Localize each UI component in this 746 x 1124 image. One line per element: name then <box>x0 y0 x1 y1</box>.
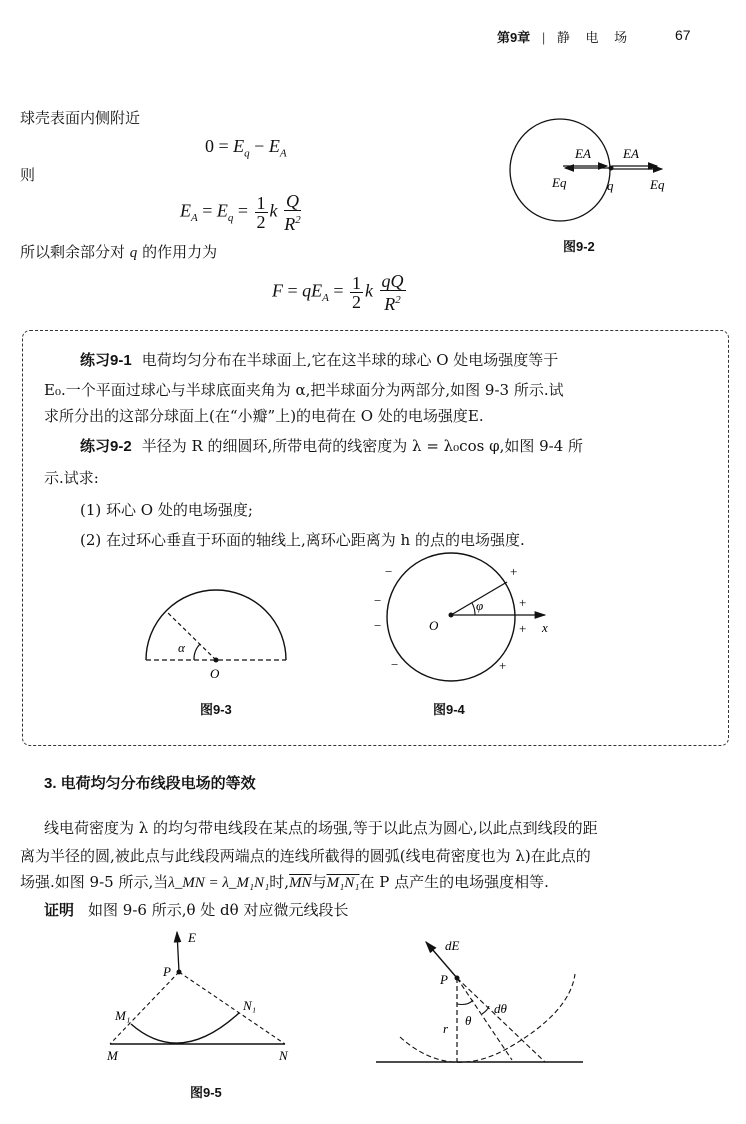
page-number: 67 <box>675 27 691 43</box>
label-o: O <box>429 618 439 633</box>
figure-9-4 <box>365 550 565 690</box>
denominator: 2 <box>352 292 362 312</box>
condition-expression: λ_MN = λ_M₁N₁ <box>168 875 270 891</box>
eq-sign: = <box>287 280 298 301</box>
numerator: qQ <box>381 271 404 291</box>
figure-9-5 <box>95 922 305 1062</box>
text-line: 则 <box>20 166 36 184</box>
eq-term: 0 <box>205 136 214 156</box>
label-x: x <box>542 620 548 635</box>
equation-3 <box>272 272 408 313</box>
field-arrow <box>177 932 179 972</box>
hemisphere-arc <box>146 590 286 660</box>
label-o: O <box>210 666 220 681</box>
label-dtheta: dθ <box>494 1001 507 1016</box>
numerator: Q <box>286 191 300 211</box>
label-p: P <box>440 972 448 987</box>
label-eq-in: Eq <box>552 175 567 190</box>
label-e: E <box>188 930 196 945</box>
text-line <box>20 242 217 263</box>
figure-9-6 <box>370 922 600 1072</box>
exercise-9-1 <box>80 350 558 371</box>
sphere-circle <box>510 119 610 221</box>
eq-term: E <box>268 136 280 156</box>
eq-sub: A <box>191 212 198 225</box>
proof-line <box>44 900 348 921</box>
eq-term: qE <box>302 280 323 301</box>
figure-9-3 <box>130 580 300 685</box>
eq-sign: = <box>333 280 344 301</box>
eq-term: E <box>180 200 191 221</box>
numerator: 1 <box>256 193 266 213</box>
text-line: 求所分出的这部分球面上(在“小瓣”上)的电荷在 O 处的电场强度E. <box>44 407 484 425</box>
label-ea-in: EA <box>575 146 591 161</box>
plus-sign: + <box>510 564 518 579</box>
point-p <box>455 976 460 981</box>
figure-caption: 图9-3 <box>200 702 232 717</box>
plus-sign: + <box>519 621 527 636</box>
label-eq-out: Eq <box>650 177 665 192</box>
eq-term: k <box>365 280 374 301</box>
label-m: M <box>107 1048 118 1062</box>
figure-caption: 图9-4 <box>433 702 465 717</box>
text: 电荷均匀分布在半球面上,它在这半球的球心 O 处电场强度等于 <box>141 351 559 369</box>
text: 如图 9-6 所示,θ 处 dθ 对应微元线段长 <box>88 901 349 919</box>
eq-sup: 2 <box>395 294 401 306</box>
plus-sign: + <box>519 595 527 610</box>
text-line: 球壳表面内侧附近 <box>20 109 141 127</box>
text-line: 线电荷密度为 λ 的均匀带电线段在某点的场强,等于以此点为圆心,以此点到线段的距 <box>44 819 598 837</box>
label-p: P <box>163 964 171 979</box>
question-2: (2) 在过环心垂直于环面的轴线上,离环心距离为 h 的点的电场强度. <box>80 531 525 549</box>
question-1: (1) 环心 O 处的电场强度; <box>80 501 253 519</box>
text-line <box>20 872 549 893</box>
den-term: R <box>284 214 296 234</box>
phi-arc <box>472 603 475 615</box>
label-de: dE <box>445 938 460 953</box>
denominator <box>284 211 301 233</box>
label-n1: N₁ <box>243 998 257 1013</box>
angle-arc <box>194 644 200 660</box>
var: q <box>129 245 138 261</box>
text: 场强.如图 9-5 所示,当 <box>20 873 169 891</box>
figure-caption: 图9-5 <box>190 1085 222 1100</box>
label-phi: φ <box>476 598 484 613</box>
center-point <box>449 613 454 618</box>
running-header <box>497 27 633 46</box>
label-q: q <box>607 178 614 193</box>
eq-sub: A <box>322 292 329 305</box>
denominator <box>380 291 406 313</box>
figure-9-2 <box>490 105 670 235</box>
eq-term: E <box>233 136 245 156</box>
equation-1 <box>205 136 287 160</box>
text: 半径为 R 的细圆环,所带电荷的线密度为 λ = λ₀cos φ,如图 9-4 所 <box>141 437 584 455</box>
label-theta: θ <box>465 1013 472 1028</box>
figure-caption: 图9-2 <box>563 239 595 254</box>
arc-m1n1: M₁N₁ <box>326 875 360 891</box>
text-line: 示.试求: <box>44 469 99 487</box>
label-r: r <box>443 1021 449 1036</box>
eq-sign: − <box>254 136 265 156</box>
eq-sub: q <box>244 147 250 160</box>
fraction <box>255 194 268 231</box>
minus-sign: − <box>385 564 393 579</box>
numerator: 1 <box>352 273 362 293</box>
line-pn <box>179 972 285 1044</box>
minus-sign: − <box>374 618 382 633</box>
eq-sign: = <box>237 200 249 221</box>
label-n: N <box>279 1048 288 1062</box>
label-ea-out: EA <box>623 146 639 161</box>
center-point <box>214 658 219 663</box>
fraction <box>350 274 363 311</box>
label-m1: M₁ <box>115 1008 131 1023</box>
eq-sup: 2 <box>295 214 301 226</box>
denominator: 2 <box>256 212 266 232</box>
text: 在 P 点产生的电场强度相等. <box>359 873 549 891</box>
fraction <box>284 192 301 233</box>
text: 与 <box>311 873 327 891</box>
exercise-9-2 <box>80 436 583 457</box>
header-separator: | <box>541 30 546 45</box>
cut-plane-line <box>167 612 216 660</box>
text: 所以剩余部分对 <box>20 243 126 261</box>
eq-sub: q <box>227 212 234 225</box>
minus-sign: − <box>391 657 399 672</box>
exercise-label: 练习9-2 <box>80 438 132 455</box>
text-line: E₀.一个平面过球心与半球底面夹角为 α,把半球面分为两部分,如图 9-3 所示.试 <box>44 381 564 399</box>
theta-arc <box>457 1000 473 1005</box>
fraction <box>380 272 406 313</box>
eq-sign: = <box>202 200 213 221</box>
chapter-title: 静 电 场 <box>556 30 634 45</box>
eq-sign: = <box>218 136 229 156</box>
dashed-arc <box>400 974 575 1062</box>
eq-sub: A <box>279 147 287 160</box>
point-p <box>177 970 182 975</box>
chapter-label: 第9章 <box>497 30 531 45</box>
section-heading: 3. 电荷均匀分布线段电场的等效 <box>44 775 256 792</box>
label-alpha: α <box>178 640 185 655</box>
den-term: R <box>384 294 396 314</box>
charge-q <box>609 166 614 171</box>
proof-label: 证明 <box>44 902 75 919</box>
minus-sign: − <box>374 593 382 608</box>
text: 时, <box>269 873 290 891</box>
eq-term: F <box>272 280 283 301</box>
exercise-label: 练习9-1 <box>80 352 132 369</box>
equation-2 <box>180 192 303 233</box>
plus-sign: + <box>499 658 507 673</box>
segment-mn: $\overline{MN}$ <box>289 875 312 891</box>
eq-term: E <box>216 200 228 221</box>
eq-term: k <box>269 200 278 221</box>
text-line: 离为半径的圆,被此点与此线段两端点的连线所截得的圆弧(线电荷密度也为 λ)在此点的 <box>20 847 591 865</box>
text: 的作用力为 <box>142 243 218 261</box>
arc-m1n1 <box>131 1013 239 1043</box>
